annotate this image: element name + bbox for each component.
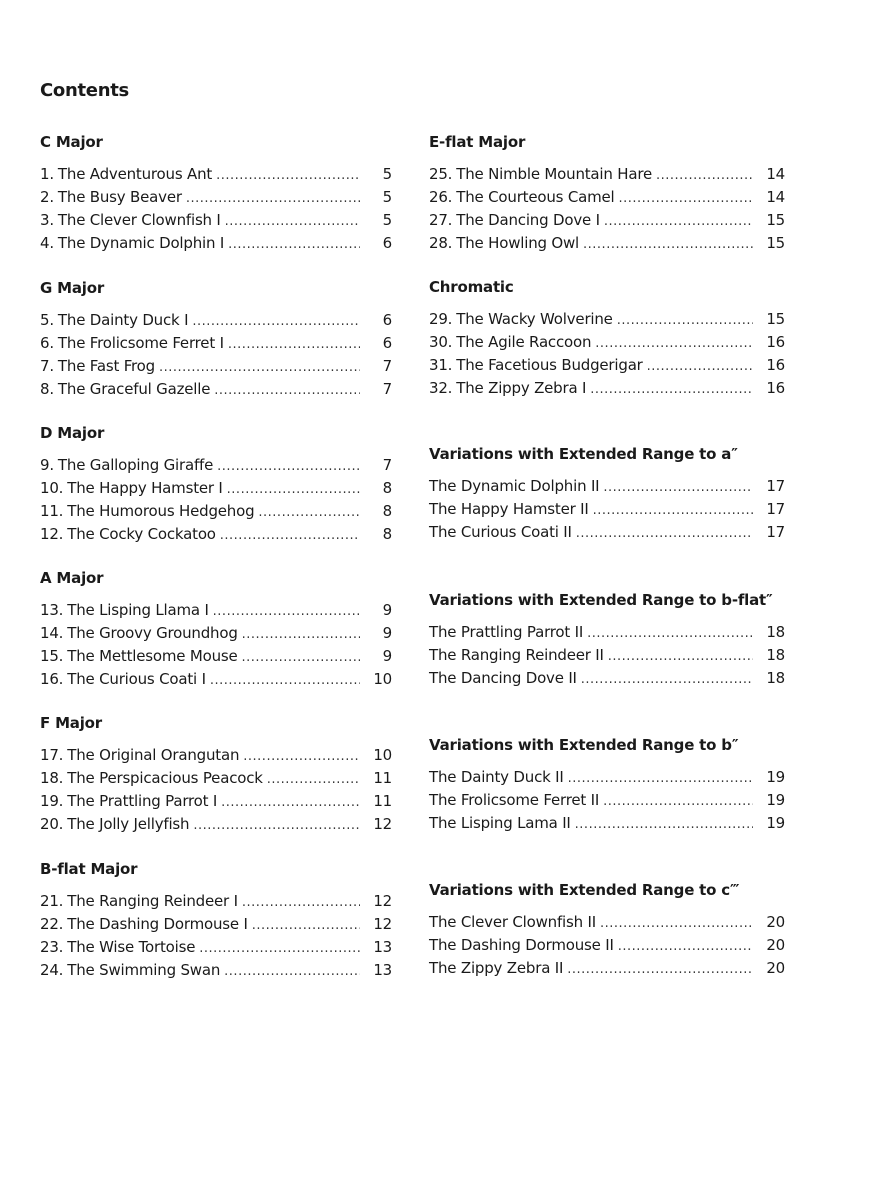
entry-page-number: 7 [382,456,392,474]
section-heading: G Major [40,279,105,297]
dot-leader [603,790,753,813]
dot-leader [220,524,360,547]
toc-entry[interactable] [40,232,392,255]
entry-title: The Dancing Dove II [429,669,577,687]
toc-section [40,132,392,255]
entry-page-number: 6 [382,334,392,352]
toc-entry[interactable] [429,377,785,400]
toc-entry[interactable] [429,308,785,331]
entry-title: The Original Orangutan [67,746,240,764]
entry-page-number: 7 [382,380,392,398]
toc-entry[interactable] [429,498,785,521]
entry-title: The Curious Coati I [67,670,206,688]
entry-page-number: 5 [382,211,392,229]
entry-title: The Dainty Duck I [57,311,189,329]
entry-number: 28. [429,234,453,252]
dot-leader [228,233,360,256]
entry-number: 24. [40,961,64,979]
toc-entry[interactable] [40,355,392,378]
entry-title: The Busy Beaver [57,188,182,206]
dot-leader [216,164,360,187]
toc-entry-list [40,163,392,255]
dot-leader [603,476,753,499]
entry-number: 20. [40,815,64,833]
entry-page-number: 9 [382,601,392,619]
toc-section [429,590,785,690]
toc-entry[interactable] [40,309,392,332]
entry-title: The Agile Raccoon [456,333,592,351]
entry-page-number: 9 [382,624,392,642]
entry-number: 15. [40,647,64,665]
toc-entry[interactable] [40,913,392,936]
dot-leader [583,233,753,256]
dot-leader [604,210,753,233]
entry-page-number: 19 [766,814,785,832]
toc-entry[interactable] [40,209,392,232]
entry-number: 18. [40,769,64,787]
toc-entry[interactable] [40,890,392,913]
dot-leader [595,332,753,355]
dot-leader [576,522,753,545]
entry-page-number: 8 [382,479,392,497]
toc-entry[interactable] [40,668,392,691]
entry-page-number: 8 [382,502,392,520]
entry-page-number: 15 [766,310,785,328]
dot-leader [242,891,360,914]
entry-title: The Frolicsome Ferret I [57,334,224,352]
entry-page-number: 8 [382,525,392,543]
entry-number: 19. [40,792,64,810]
toc-entry[interactable] [429,232,785,255]
toc-entry[interactable] [40,523,392,546]
entry-page-number: 12 [373,815,392,833]
entry-number: 11. [40,502,64,520]
dot-leader [600,912,753,935]
section-heading: B-flat Major [40,860,138,878]
toc-entry[interactable] [429,354,785,377]
toc-entry[interactable] [40,454,392,477]
toc-entry-list [429,621,785,690]
toc-entry[interactable] [40,767,392,790]
toc-entry[interactable] [40,186,392,209]
dot-leader [193,814,360,837]
entry-page-number: 13 [373,961,392,979]
dot-leader [159,356,360,379]
entry-number: 25. [429,165,453,183]
entry-page-number: 18 [766,669,785,687]
entry-title: The Graceful Gazelle [57,380,211,398]
dot-leader [225,210,360,233]
entry-page-number: 14 [766,165,785,183]
entry-title: The Dashing Dormouse II [429,936,614,954]
section-heading: A Major [40,569,104,587]
toc-entry[interactable] [40,599,392,622]
entry-title: The Prattling Parrot II [429,623,584,641]
dot-leader [267,768,360,791]
entry-page-number: 16 [766,379,785,397]
toc-entry[interactable] [429,667,785,690]
toc-entry[interactable] [429,186,785,209]
entry-number: 30. [429,333,453,351]
toc-entry[interactable] [40,163,392,186]
dot-leader [593,499,753,522]
entry-page-number: 10 [373,670,392,688]
dot-leader [186,187,360,210]
toc-entry[interactable] [429,521,785,544]
entry-page-number: 17 [766,477,785,495]
toc-entry[interactable] [429,475,785,498]
entry-number: 26. [429,188,453,206]
entry-title: The Clever Clownfish II [429,913,596,931]
toc-section [429,132,785,255]
toc-entry[interactable] [429,644,785,667]
toc-entry[interactable] [429,934,785,957]
entry-number: 13. [40,601,64,619]
entry-page-number: 11 [373,769,392,787]
dot-leader [587,622,753,645]
dot-leader [619,187,753,210]
entry-page-number: 17 [766,500,785,518]
entry-title: The Dainty Duck II [429,768,564,786]
section-heading: Variations with Extended Range to b″ [429,736,739,754]
entry-number: 12. [40,525,64,543]
page-title: Contents [40,80,129,101]
entry-page-number: 19 [766,768,785,786]
entry-page-number: 16 [766,333,785,351]
dot-leader [258,501,360,524]
entry-page-number: 19 [766,791,785,809]
dot-leader [252,914,360,937]
entry-number: 8. [40,380,54,398]
entry-title: The Dynamic Dolphin I [57,234,225,252]
entry-number: 21. [40,892,64,910]
entry-page-number: 20 [766,959,785,977]
toc-entry[interactable] [40,622,392,645]
toc-entry-list [40,744,392,836]
toc-entry[interactable] [429,789,785,812]
dot-leader [617,309,753,332]
dot-leader [618,935,753,958]
dot-leader [608,645,753,668]
entry-title: The Happy Hamster II [429,500,589,518]
dot-leader [242,623,360,646]
entry-title: The Frolicsome Ferret II [429,791,600,809]
toc-entry-list [429,766,785,835]
entry-number: 5. [40,311,54,329]
entry-title: The Mettlesome Mouse [67,647,238,665]
entry-title: The Courteous Camel [456,188,615,206]
section-heading: Chromatic [429,278,514,296]
entry-page-number: 18 [766,623,785,641]
entry-title: The Perspicacious Peacock [67,769,263,787]
dot-leader [213,600,360,623]
entry-title: The Jolly Jellyfish [67,815,190,833]
entry-page-number: 13 [373,938,392,956]
toc-entry[interactable] [40,936,392,959]
entry-title: The Clever Clownfish I [57,211,221,229]
entry-page-number: 14 [766,188,785,206]
toc-entry-list [429,475,785,544]
entry-title: The Swimming Swan [67,961,221,979]
entry-title: The Nimble Mountain Hare [456,165,653,183]
section-heading: C Major [40,133,103,151]
toc-entry-list [429,308,785,400]
dot-leader [227,478,360,501]
entry-title: The Dashing Dormouse I [67,915,248,933]
dot-leader [224,960,360,983]
entry-page-number: 6 [382,311,392,329]
entry-title: The Zippy Zebra II [429,959,564,977]
entry-number: 22. [40,915,64,933]
entry-number: 31. [429,356,453,374]
entry-page-number: 7 [382,357,392,375]
entry-title: The Ranging Reindeer II [429,646,604,664]
entry-number: 29. [429,310,453,328]
section-heading: D Major [40,424,105,442]
entry-page-number: 15 [766,234,785,252]
section-heading: Variations with Extended Range to c‴ [429,881,740,899]
toc-section [40,278,392,401]
toc-entry[interactable] [40,813,392,836]
entry-number: 10. [40,479,64,497]
entry-number: 6. [40,334,54,352]
dot-leader [568,767,753,790]
toc-section [429,880,785,980]
toc-entry-list [40,599,392,691]
toc-entry-list [429,163,785,255]
entry-number: 16. [40,670,64,688]
toc-entry[interactable] [40,790,392,813]
entry-page-number: 9 [382,647,392,665]
toc-entry[interactable] [40,959,392,982]
entry-number: 7. [40,357,54,375]
entry-title: The Adventurous Ant [57,165,213,183]
entry-title: The Lisping Llama I [67,601,209,619]
section-heading: F Major [40,714,102,732]
toc-entry[interactable] [40,645,392,668]
toc-entry-list [40,309,392,401]
toc-section [40,423,392,546]
dot-leader [656,164,753,187]
dot-leader [567,958,753,981]
entry-page-number: 5 [382,188,392,206]
entry-number: 2. [40,188,54,206]
entry-page-number: 12 [373,915,392,933]
toc-section [429,277,785,400]
entry-page-number: 5 [382,165,392,183]
toc-entry-list [429,911,785,980]
section-heading: E-flat Major [429,133,526,151]
dot-leader [242,646,360,669]
entry-title: The Curious Coati II [429,523,572,541]
entry-title: The Zippy Zebra I [456,379,587,397]
entry-page-number: 11 [373,792,392,810]
entry-title: The Howling Owl [456,234,580,252]
entry-page-number: 20 [766,936,785,954]
toc-entry[interactable] [429,812,785,835]
entry-number: 27. [429,211,453,229]
toc-entry-list [40,454,392,546]
entry-page-number: 6 [382,234,392,252]
entry-page-number: 18 [766,646,785,664]
dot-leader [243,745,360,768]
entry-number: 3. [40,211,54,229]
entry-title: The Lisping Lama II [429,814,571,832]
dot-leader [210,669,360,692]
toc-entry[interactable] [429,209,785,232]
dot-leader [647,355,753,378]
toc-entry[interactable] [40,332,392,355]
toc-section [40,568,392,691]
entry-title: The Prattling Parrot I [67,792,218,810]
section-heading: Variations with Extended Range to a″ [429,445,738,463]
toc-section [429,444,785,544]
entry-page-number: 10 [373,746,392,764]
toc-entry[interactable] [429,331,785,354]
dot-leader [581,668,753,691]
entry-title: The Galloping Giraffe [57,456,214,474]
toc-entry[interactable] [429,163,785,186]
toc-section [429,735,785,835]
entry-title: The Dancing Dove I [456,211,600,229]
toc-entry[interactable] [429,766,785,789]
section-heading: Variations with Extended Range to b-flat″ [429,591,773,609]
entry-title: The Dynamic Dolphin II [429,477,600,495]
toc-entry[interactable] [429,621,785,644]
entry-page-number: 12 [373,892,392,910]
entry-title: The Wacky Wolverine [456,310,613,328]
dot-leader [228,333,360,356]
entry-number: 1. [40,165,54,183]
toc-entry-list [40,890,392,982]
entry-page-number: 17 [766,523,785,541]
toc-entry[interactable] [40,378,392,401]
entry-title: The Fast Frog [57,357,155,375]
entry-title: The Humorous Hedgehog [67,502,255,520]
dot-leader [221,791,360,814]
toc-entry[interactable] [429,911,785,934]
entry-title: The Cocky Cockatoo [67,525,216,543]
toc-entry[interactable] [40,500,392,523]
entry-page-number: 20 [766,913,785,931]
toc-entry[interactable] [40,477,392,500]
toc-section [40,859,392,982]
entry-number: 23. [40,938,64,956]
toc-entry[interactable] [429,957,785,980]
toc-entry[interactable] [40,744,392,767]
dot-leader [192,310,360,333]
dot-leader [199,937,360,960]
entry-number: 17. [40,746,64,764]
entry-title: The Wise Tortoise [67,938,196,956]
entry-page-number: 16 [766,356,785,374]
dot-leader [575,813,753,836]
entry-number: 4. [40,234,54,252]
entry-number: 9. [40,456,54,474]
entry-number: 14. [40,624,64,642]
entry-title: The Happy Hamster I [67,479,223,497]
entry-page-number: 15 [766,211,785,229]
dot-leader [217,455,360,478]
entry-title: The Facetious Budgerigar [456,356,643,374]
dot-leader [214,379,360,402]
toc-section [40,713,392,836]
entry-title: The Ranging Reindeer I [67,892,238,910]
entry-title: The Groovy Groundhog [67,624,238,642]
dot-leader [590,378,753,401]
entry-number: 32. [429,379,453,397]
